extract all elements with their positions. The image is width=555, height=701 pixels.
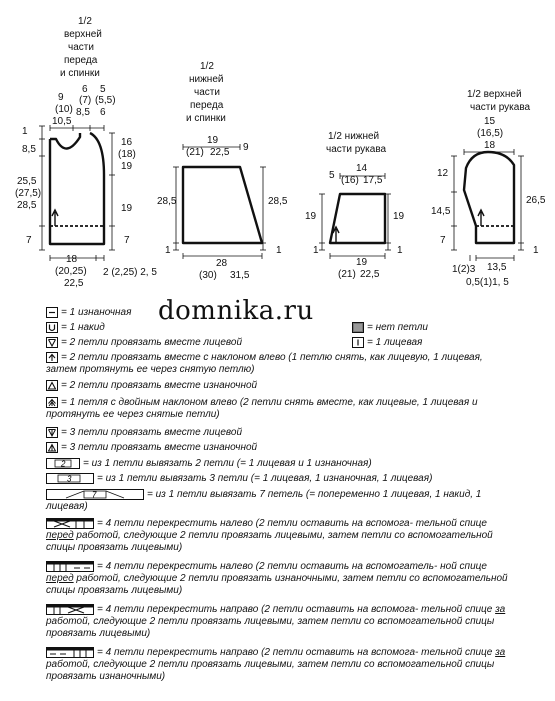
width-label: 8,5 bbox=[76, 107, 90, 118]
legend-text: = 4 петли перекрестить налево (2 петли оставить на вспомога- bbox=[97, 518, 413, 529]
legend-text-underlined: перед bbox=[46, 530, 74, 541]
title-line: переда bbox=[64, 55, 98, 66]
title-line: переда bbox=[190, 100, 224, 111]
legend-row-double-decrease bbox=[46, 397, 516, 421]
width-label: 9 bbox=[58, 92, 64, 103]
purl-symbol-icon bbox=[46, 307, 58, 318]
length-label: 25,5 bbox=[17, 176, 37, 187]
inc7-symbol-icon bbox=[46, 489, 144, 500]
legend-text-underlined: за bbox=[495, 604, 506, 615]
length-label: (27,5) bbox=[15, 188, 42, 199]
title-line: 1/2 верхней bbox=[467, 89, 522, 100]
legend-row-cross4 bbox=[46, 647, 516, 683]
width-label: 22,5 bbox=[360, 269, 380, 280]
title-line: 1/2 bbox=[78, 16, 92, 27]
width-label: 31,5 bbox=[230, 270, 250, 281]
inc3-symbol-icon bbox=[46, 473, 94, 484]
title-line: нижней bbox=[189, 74, 224, 85]
width-label: (20,25) bbox=[55, 266, 87, 277]
legend-row-inc3 bbox=[46, 473, 516, 485]
length-label: 1 bbox=[276, 245, 282, 256]
width-label: 22,5 bbox=[64, 278, 84, 289]
width-label: 10,5 bbox=[52, 116, 72, 127]
length-label: 7 bbox=[26, 235, 32, 246]
legend-text-underlined: перед bbox=[46, 573, 74, 584]
k2tog-symbol-icon bbox=[46, 337, 58, 348]
legend-text: тельной спице bbox=[421, 647, 493, 658]
title-line: 1/2 bbox=[200, 61, 214, 72]
title-line: части рукава bbox=[470, 102, 531, 113]
width-label: 14 bbox=[356, 163, 368, 174]
legend-text: работой, следующие 2 петли провязать изнаночными, затем петли со вспомогательной спицы провязать лицевыми) bbox=[46, 573, 508, 596]
width-label: (7) bbox=[79, 95, 92, 106]
legend-text: = 1 петля с двойным наклоном влево (2 петли снять вместе, как лицевые, 1 лицевая и протянуть ее через снятые петли) bbox=[46, 397, 478, 420]
width-label: 19 bbox=[356, 257, 368, 268]
svg-text:3: 3 bbox=[67, 474, 72, 484]
title-line: верхней bbox=[64, 29, 102, 40]
title-line: и спинки bbox=[60, 68, 100, 79]
legend-row-no-stitch bbox=[352, 322, 428, 333]
width-label: 6 bbox=[82, 84, 88, 95]
double-decrease-symbol-icon bbox=[46, 397, 58, 408]
length-label: 1 bbox=[22, 126, 28, 137]
length-label: 1 bbox=[313, 245, 319, 256]
legend-row-cross1 bbox=[46, 518, 516, 554]
svg-text:2: 2 bbox=[61, 459, 66, 469]
width-label: 15 bbox=[484, 116, 496, 127]
width-label: 0,5(1)1, 5 bbox=[466, 277, 509, 288]
legend-row-k2tog bbox=[46, 337, 516, 349]
width-label: 6 bbox=[100, 107, 106, 118]
width-label: (30) bbox=[199, 270, 217, 281]
legend-row-p2tog bbox=[46, 380, 516, 392]
length-label: 19 bbox=[393, 211, 405, 222]
legend-row-yarn-over bbox=[46, 322, 516, 334]
legend-text: тельной спице bbox=[415, 518, 487, 529]
legend-text: ной спице bbox=[440, 561, 487, 572]
legend-text: работой, следующие 2 петли провязать лицевыми, затем петли со вспомогательной спицы провязать изнаночными) bbox=[46, 659, 495, 682]
length-label: 26,5 bbox=[526, 195, 546, 206]
width-label: 18 bbox=[66, 254, 78, 265]
watermark-domnika: domnika.ru bbox=[158, 296, 314, 326]
width-label: 2 (2,25) 2, 5 bbox=[103, 267, 157, 278]
width-label: (10) bbox=[55, 104, 73, 115]
title-line: 1/2 нижней bbox=[328, 131, 380, 142]
legend-row-purl bbox=[46, 307, 516, 319]
length-label: 28,5 bbox=[157, 196, 177, 207]
legend-text: тельной спице bbox=[421, 604, 493, 615]
legend-text: работой, следующие 2 петли провязать лицевыми, затем петли со вспомогательной спицы провязать лицевыми) bbox=[46, 530, 493, 553]
legend-text: = из 1 петли вывязать 7 петель (= попеременно 1 лицевая, 1 накид, 1 лицевая) bbox=[46, 489, 482, 512]
width-label: 22,5 bbox=[210, 147, 230, 158]
legend-row-cross2 bbox=[46, 561, 516, 597]
width-label: 18 bbox=[484, 140, 496, 151]
length-label: 1 bbox=[397, 245, 403, 256]
legend-text: = 1 изнаночная bbox=[61, 307, 132, 318]
length-label: 19 bbox=[305, 211, 317, 222]
length-label: 7 bbox=[124, 235, 130, 246]
cable-right-knit-icon bbox=[46, 604, 94, 615]
length-label: 1 bbox=[165, 245, 171, 256]
length-label: 12 bbox=[437, 168, 449, 179]
legend-text: = 2 петли провязать вместе лицевой bbox=[61, 337, 243, 348]
length-label: (18) bbox=[118, 149, 136, 160]
width-label: 5 bbox=[329, 170, 335, 181]
title-line: части bbox=[194, 87, 220, 98]
width-label: 19 bbox=[207, 135, 219, 146]
k3tog-symbol-icon bbox=[46, 427, 58, 438]
legend-text: = 3 петли провязать вместе изнаночной bbox=[61, 442, 258, 453]
svg-text:7: 7 bbox=[92, 490, 97, 500]
legend-text: = 2 петли провязать вместе изнаночной bbox=[61, 380, 258, 391]
legend-text: = 2 петли провязать вместе с наклоном влево (1 петлю снять, как лицевую, 1 лицевая, затем протянуть ее через снятую петлю) bbox=[46, 352, 483, 375]
width-label: (16,5) bbox=[477, 128, 504, 139]
legend-row-k3tog bbox=[46, 427, 516, 439]
legend-row-inc2 bbox=[46, 458, 516, 470]
legend-text: = 3 петли провязать вместе лицевой bbox=[61, 427, 243, 438]
legend-text: = 4 петли перекрестить направо (2 петли оставить на вспомога- bbox=[97, 604, 419, 615]
cable-right-purl-icon bbox=[46, 647, 94, 658]
legend-row-ssk bbox=[46, 352, 516, 376]
legend-row-knit bbox=[352, 337, 422, 348]
width-label: 28 bbox=[216, 258, 228, 269]
length-label: 14,5 bbox=[431, 206, 451, 217]
legend-text: = нет петли bbox=[367, 322, 428, 333]
cable-left-knit-icon bbox=[46, 518, 94, 529]
width-label: 1(2)3 bbox=[452, 264, 476, 275]
length-label: 8,5 bbox=[22, 144, 36, 155]
legend-row-p3tog bbox=[46, 442, 516, 454]
cable-left-purl-icon bbox=[46, 561, 94, 572]
legend-row-cross3 bbox=[46, 604, 516, 640]
inc2-symbol-icon bbox=[46, 458, 80, 469]
title-line: и спинки bbox=[186, 113, 226, 124]
width-label: (21) bbox=[338, 269, 356, 280]
knit-symbol-icon bbox=[352, 337, 364, 348]
legend-text: = 1 накид bbox=[61, 322, 105, 333]
width-label: (21) bbox=[186, 147, 204, 158]
length-label: 16 bbox=[121, 137, 133, 148]
no-stitch-symbol-icon bbox=[352, 322, 364, 333]
p2tog-symbol-icon bbox=[46, 380, 58, 391]
legend-text: = 4 петли перекрестить направо (2 петли оставить на вспомога- bbox=[97, 647, 419, 658]
legend-row-inc7 bbox=[46, 489, 516, 513]
title-line: части bbox=[68, 42, 94, 53]
legend-text: = из 1 петли вывязать 3 петли (= 1 лицевая, 1 изнаночная, 1 лицевая) bbox=[97, 473, 433, 484]
width-label: 17,5 bbox=[363, 175, 383, 186]
legend-text: = из 1 петли вывязать 2 петли (= 1 лицевая и 1 изнаночная) bbox=[83, 458, 372, 469]
width-label: 13,5 bbox=[487, 262, 507, 273]
legend-text: = 4 петли перекрестить налево (2 петли оставить на вспомогатель- bbox=[97, 561, 438, 572]
length-label: 19 bbox=[121, 203, 133, 214]
length-label: 28,5 bbox=[17, 200, 37, 211]
length-label: 1 bbox=[533, 245, 539, 256]
legend-text: = 1 лицевая bbox=[367, 337, 423, 348]
length-label: 28,5 bbox=[268, 196, 288, 207]
ssk-symbol-icon bbox=[46, 352, 58, 363]
legend-text-underlined: за bbox=[495, 647, 506, 658]
legend-text: работой, следующие 2 петли провязать лицевыми, затем петли со вспомогательной спицы провязать лицевыми) bbox=[46, 616, 495, 639]
p3tog-symbol-icon bbox=[46, 442, 58, 453]
length-label: 7 bbox=[440, 235, 446, 246]
width-label: 9 bbox=[243, 142, 249, 153]
width-label: (5,5) bbox=[95, 95, 116, 106]
width-label: (16) bbox=[341, 175, 359, 186]
title-line: части рукава bbox=[326, 144, 387, 155]
length-label: 19 bbox=[121, 161, 133, 172]
width-label: 5 bbox=[100, 84, 106, 95]
yarn-over-symbol-icon bbox=[46, 322, 58, 333]
